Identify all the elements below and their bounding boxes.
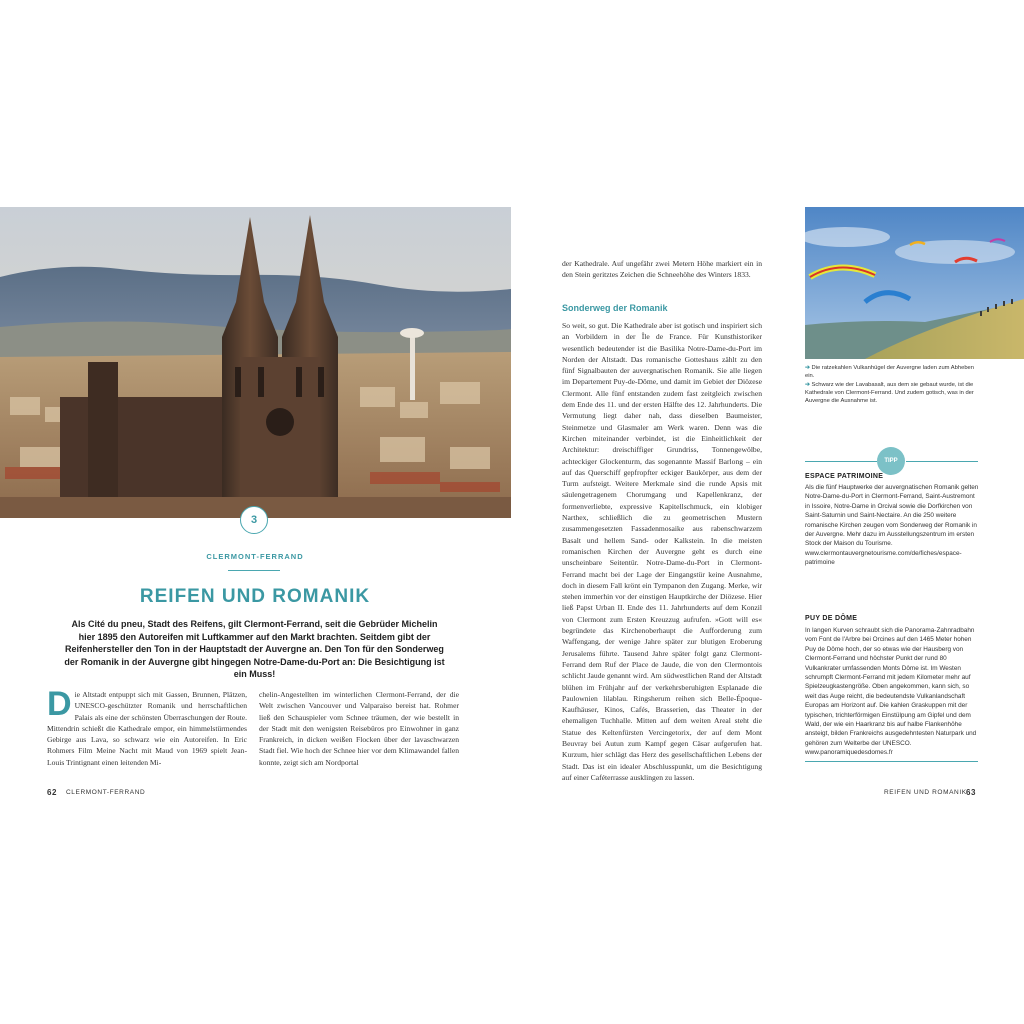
section-subhead: Sonderweg der Romanik — [562, 303, 668, 313]
lead-paragraph: Als Cité du pneu, Stadt des Reifens, gilt Clermont-Ferrand, seit die Gebrüder Michelin hier 1895 den Autoreifen mit Luftkammer auf den Markt brachten. Seitdem gibt der Reifenhersteller den Ton in der Hauptstadt der Auvergne an. Den Ton für den Sonderweg der Romanik in der Auvergne gibt hingegen Notre-Dame-du-Port an: Die Besichtigung ist ein Muss! — [64, 619, 445, 679]
cathedral-photo — [0, 207, 511, 518]
chapter-number-badge: 3 — [240, 506, 268, 534]
paraglider-photo — [805, 207, 1024, 359]
running-footer-right: REIFEN UND ROMANIK — [884, 789, 967, 796]
tip-box-bottom-divider — [805, 761, 978, 762]
body-column-3-continued: der Kathedrale. Auf ungefähr zwei Metern Höhe markiert ein in den Stein geritztes Zeichen die Schneehöhe des Winters 1833. — [562, 259, 762, 280]
body-column-2: chelin-Angestellten im winterlichen Clermont-Ferrand, der die Welt zwischen Vancouver und Valparaiso bereist hat. Rohmer ließ den Schauspieler vom Schnee träumen, der wie bestellt in der Stadt mit den wenigsten Reisebüros pro Einwohner in ganz Frankreich, in dicken weißen Flocken über der lavaschwarzen Stadt fiel. Wie hoch der Schnee hier vor dem Klimawandel fallen konnte, zeigt sich am Nordportal — [259, 690, 459, 767]
tip-puy-de-dome-text: In langen Kurven schraubt sich die Panorama-Zahnradbahn vom Font de l'Arbre bei Orcines auf den 1465 Meter hohen Puy de Dôme hoch, der so etwas wie der Hausberg von Clermont-Ferrand und höchster Punkt der rund 80 Vulkankrater umfassenden Monts Dôme ist. Im Westen schrumpft Clermont-Ferrand mit jedem Kilometer mehr auf Spielzeugkastengröße. Oben angekommen, kann sich, so weit das Auge reicht, die bedeutendste Vulkanlandschaft Europas am Horizont auf. Die kahlen Graskuppen mit der typischen, trichterförmigen Einstülpung am Gipfel und dem Wald, der wie ein Haarkranz bis auf halbe Flankenhöhe ansteigt, bilden Frankreichs ausgedehntesten Naturpark und gehören zum Welterbe der UNESCO. — [805, 627, 977, 747]
arrow-icon: ➔ — [805, 381, 812, 388]
arrow-icon: ➔ — [805, 365, 812, 371]
tip-puy-de-dome-body — [805, 626, 980, 758]
tip-espace-patrimoine-heading: ESPACE PATRIMOINE — [805, 473, 884, 480]
page-number-left: 62 — [47, 788, 58, 797]
page-number-right: 63 — [966, 788, 977, 797]
caption-paragliders — [805, 364, 980, 381]
tip-espace-patrimoine-text: Als die fünf Hauptwerke der auvergnatischen Romanik gelten Notre-Dame-du-Port in Clermont-Ferrand, Saint-Austremont in Issoire, Notre-Dame in Orcival sowie die Dorfkirchen von Saint-Saturnin und Saint-Nectaire. An die 250 weitere romanische Kirchen zeugen vom Sonderweg der Romanik in der Auvergne. Mehr dazu im Ausstellungszentrum im ersten Stock der Maison du Tourisme. — [805, 484, 979, 548]
body-column-3: So weit, so gut. Die Kathedrale aber ist gotisch und inspiriert sich an Vorbildern in der Île de France. Für Kunsthistoriker wesentlich bedeutender ist die Basilika Notre-Dame-du-Port im Norden der Altstadt. Das romanische Gotteshaus zählt zu den fünf Signalbauten der auvergnatischen Romanik. Sie alle liegen im Departement Puy-de-Dôme, und damit im Gebiet der Diözese Clermont. Alle fünf entstanden zudem fast zeitgleich zwischen dem Ende des 11. und der ersten Hälfte des 12. Jahrhunderts. Die Vermutung liegt daher nah, dass dieselben Baumeister, Steinmetze und Glasmaler am Werk waren. Denn was die Kirchen miteinander verbindet, ist die Einheitlichkeit der Architektur: dreischiffiger Grundriss, Tonnengewölbe, achteckiger Glockenturm, das sogenannte Massif Barlong – ein auf das Querschiff gepfropfter eckiger Baukörper, aus dem der Turm aufsteigt. Weitere Merkmale sind die runde Apsis mit säulengetragenem Chorumgang und Kapellenkranz, der formenverliebte, expressive Kapitellschmuck, ein klobiger Narthex, schließlich die zu geometrischen Mustern zusammengesetzten Fassadenmosaike aus rabenschwarzem Basalt und hellem Sand- oder Kalkstein. In die meisten romanischen Kirchen der Auvergne geht es durch eine unscheinbare Seitentür. Notre-Dame-du-Port in Clermont-Ferrand macht bei der Lage der Eingangstür keine Ausnahme, doch in diesem Fall krönt ein Tympanon den Zugang. Merke, wir stehen immerhin vor der einstigen Hauptkirche der Diözese. Hier ließ Papst Urban II. Ende des 11. Jahrhunderts auf dem Konzil von Clermont zum Ersten Kreuzzug aufrufen. »Gott will es« begründete das Kirchenoberhaupt die Aufforderung zum Waffengang, der wenige Jahre später zur blutigen Eroberung Jerusalems führte. Tausend Jahre später folgt ganz Clermont-Ferrand dem Ruf der Place de Jaude, die von den Clermontois schlicht Jaude genannt wird. Am südwestlichen Rand der Altstadt blühen im Frühjahr auf der verkehrsberuhigten Esplanade die Paulownien lilablau. Ringsherum reihen sich Belle-Époque-Kaufhäuser, Kinos, Cafés, Brasserien, das Theater in der ehemaligen Tuchhalle. Mitten auf dem weiten Areal steht die Statue des Keltenfürsten Vercingetorix, der auf dem Mont Beuvray bei Autun zum Kampf gegen Cäsar aufgerufen hat. Kurzum, hier schlägt das Herz des gesellschaftlichen Lebens der Stadt. Das ist ein idealer Abschlusspunkt, um die Besichtigung auf einer Caféterrasse ausklingen zu lassen. — [562, 321, 762, 782]
drop-cap: D — [47, 685, 72, 723]
page-title: REIFEN UND ROMANIK — [139, 586, 371, 607]
caption-paragliders-text: Die ratzekahlen Vulkanhügel der Auvergne laden zum Abheben ein. — [805, 365, 975, 380]
photo-captions — [805, 364, 980, 405]
caption-cathedral-text: Schwarz wie der Lavabasalt, aus dem sie gebaut wurde, ist die Kathedrale von Clermont-Ferrand. Und zudem gotisch, was in der Auvergne die Ausnahme ist. — [805, 381, 974, 405]
chapter-kicker: CLERMONT-FERRAND — [206, 552, 304, 561]
tipp-badge: TIPP — [877, 447, 905, 475]
body-column-1 — [47, 685, 247, 768]
running-footer-left: CLERMONT-FERRAND — [66, 789, 146, 796]
body-column-1-text: ie Altstadt entpuppt sich mit Gassen, Brunnen, Plätzen, UNESCO-geschützter Romanik und herrschaftlichen Palais als eine der schönsten Überraschungen der Route. Mittendrin schießt die Kathedrale empor, ein himmelstürmendes Gebirge aus Lava, so schwarz wie ein Autoreifen. In Eric Rohmers Film Meine Nacht mit Maud von 1969 spielt Jean-Louis Trintignant einen leitenden Mi- — [47, 690, 247, 767]
kicker-divider — [228, 570, 280, 571]
caption-cathedral — [805, 381, 980, 406]
tipp-divider-right — [906, 461, 978, 462]
tip-espace-patrimoine-body — [805, 483, 980, 568]
tipp-divider-left — [805, 461, 877, 462]
tip-espace-patrimoine-link[interactable]: www.clermontauvergnetourisme.com/de/fiches/espace-patrimoine — [805, 549, 962, 567]
tip-puy-de-dome-link[interactable]: www.panoramiquedesdomes.fr — [805, 749, 893, 757]
tip-puy-de-dome-heading: PUY DE DÔME — [805, 615, 858, 622]
